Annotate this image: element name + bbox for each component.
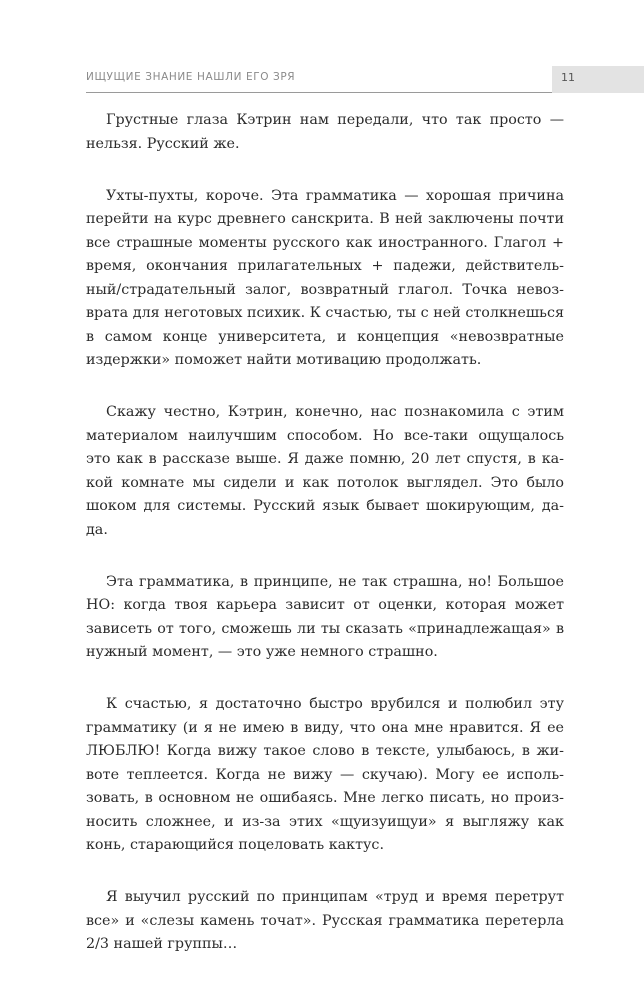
body-text	[86, 109, 564, 985]
paragraph: К счастью, я достаточно быстро врубился и полюбил эту грамматику (и я не имею в виду, что она мне нравится. Я ее ЛЮБЛЮ! Когда вижу такое слово в тексте, улыбаюсь, в животе теплеется. Когда не вижу — скучаю). Могу ее использовать, в основном не ошибаясь. Мне легко писать, но произносить сложнее, и из-за этих «щуизуищуи» я выгляжу как конь, старающийся поцеловать кактус.	[86, 696, 564, 853]
header-rule	[86, 92, 552, 93]
paragraph: Эта грамматика, в принципе, не так страшна, но! Большое НО: когда твоя карьера зависит от оценки, которая может зависеть от того, сможешь ли ты сказать «принадлежащая» в нужный момент, — это уже немного страшно.	[86, 573, 564, 660]
paragraph: Грустные глаза Кэтрин нам передали, что так просто — нельзя. Русский же.	[86, 112, 564, 152]
running-header	[0, 66, 644, 93]
paragraph: Ухты-пухты, короче. Эта грамматика — хорошая причина перейти на курс древнего санскрита. В ней заключены почти все страшные моменты русского как иностранного. Глагол + время, окончания прилагательных + падежи, действительный/страдательный залог, возвратный глагол. Точка невозврата для неготовых психик. К счастью, ты с ней столкнешься в самом конце университета, и концепция «невозвратные издержки» поможет найти мотивацию продолжать.	[86, 187, 564, 368]
page-number-box	[552, 66, 644, 93]
page-number: 11	[561, 71, 575, 84]
paragraph: Скажу честно, Кэтрин, конечно, нас познакомила с этим материалом наилучшим способом. Но все-таки ощущалось это как в рассказе выше. Я даже помню, 20 лет спустя, в какой комнате мы сидели и как потолок выглядел. Это было шоком для системы. Русский язык бывает шокирующим, да-да.	[86, 404, 564, 538]
running-header-title: ИЩУЩИЕ ЗНАНИЕ НАШЛИ ЕГО ЗРЯ	[86, 71, 296, 83]
paragraph: Я выучил русский по принципам «труд и время перетрут все» и «слезы камень точат». Русская грамматика перетерла 2/3 нашей группы…	[86, 889, 564, 952]
